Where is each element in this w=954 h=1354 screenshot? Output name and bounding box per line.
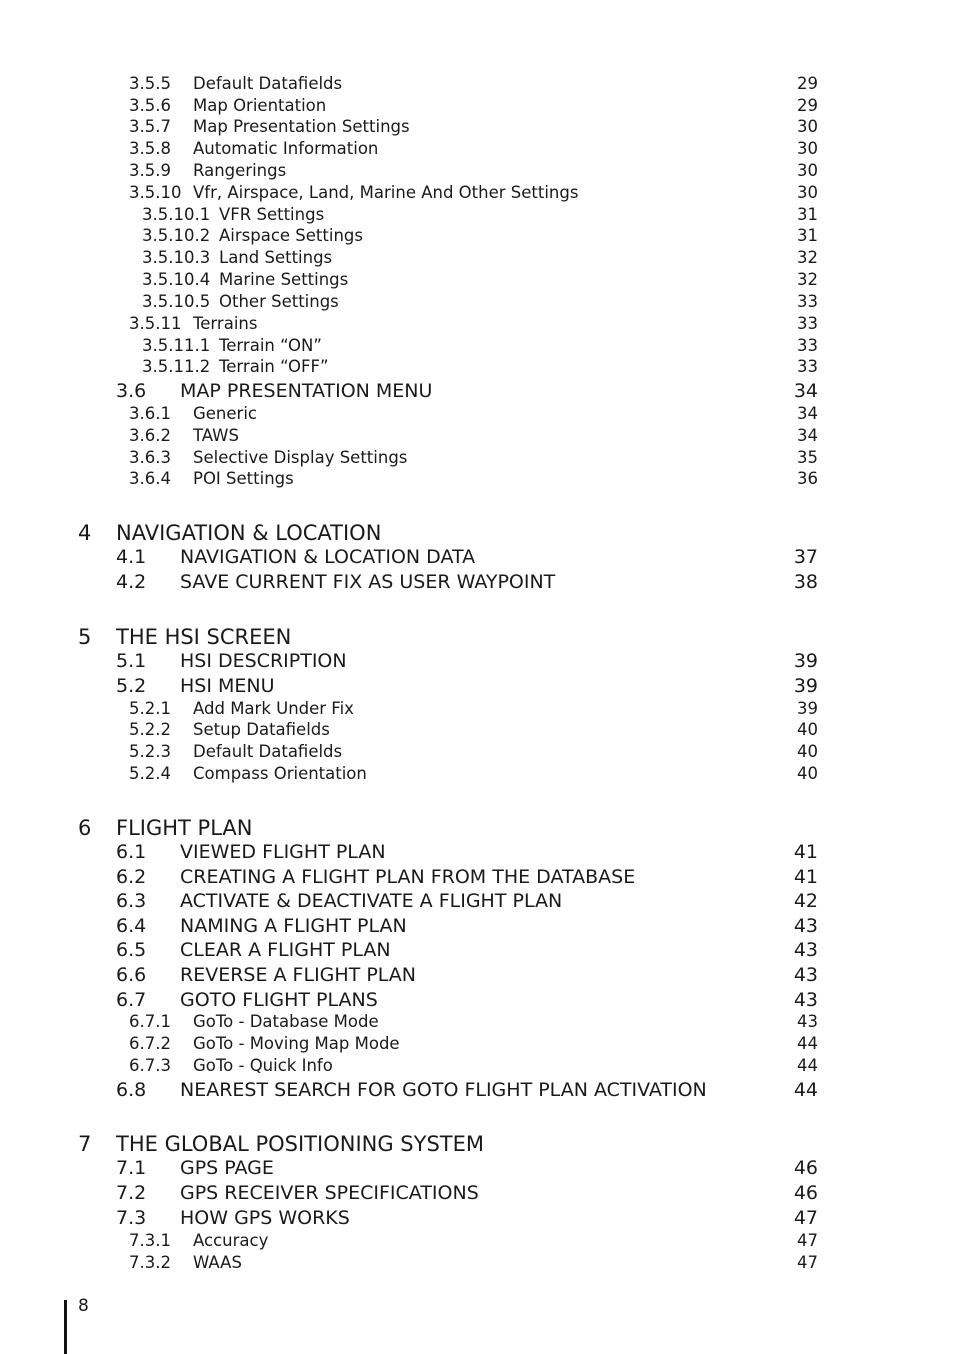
toc-entry-page: 34	[797, 404, 818, 423]
toc-entry-number: 3.6.1	[129, 404, 171, 423]
toc-entry-page: 40	[797, 764, 818, 783]
toc-entry-page: 43	[797, 1012, 818, 1031]
toc-entry-number: 7.3.2	[129, 1253, 171, 1272]
toc-entry-page: 43	[793, 939, 818, 961]
toc-entry-title: Terrain “OFF”	[219, 357, 329, 376]
toc-entry-number: 3.6	[116, 380, 147, 402]
toc-entry-page: 33	[797, 314, 818, 333]
toc-entry-number: 7.1	[116, 1157, 147, 1179]
toc-entry-page: 43	[793, 964, 818, 986]
toc-entry-number: 6.3	[116, 890, 147, 912]
toc-entry-page: 40	[797, 742, 818, 761]
toc-entry-number: 3.6.3	[129, 448, 171, 467]
toc-entry-page: 36	[797, 469, 818, 488]
toc-entry-title: GOTO FLIGHT PLANS	[180, 989, 378, 1011]
toc-entry-title: VIEWED FLIGHT PLAN	[180, 841, 386, 863]
toc-entry-page: 30	[797, 183, 818, 202]
toc-entry-title: Terrains	[193, 314, 258, 333]
toc-entry-title: ACTIVATE & DEACTIVATE A FLIGHT PLAN	[180, 890, 563, 912]
toc-entry-title: NAVIGATION & LOCATION DATA	[180, 546, 476, 568]
toc-entry-page: 31	[797, 205, 818, 224]
toc-entry-number: 5.1	[116, 650, 147, 672]
toc-entry-page: 41	[793, 866, 818, 888]
toc-entry-title: SAVE CURRENT FIX AS USER WAYPOINT	[180, 571, 556, 593]
toc-entry-number: 7.2	[116, 1182, 147, 1204]
toc-entry-title: Add Mark Under Fix	[193, 699, 354, 718]
toc-entry-title: Generic	[193, 404, 257, 423]
toc-entry-page: 38	[793, 571, 818, 593]
toc-entry-number: 3.5.10	[129, 183, 182, 202]
toc-entry-number: 7.3.1	[129, 1231, 171, 1250]
toc-entry-number: 5.2.1	[129, 699, 171, 718]
toc-entry-title: THE HSI SCREEN	[116, 625, 292, 649]
toc-entry-number: 3.5.8	[129, 139, 171, 158]
toc-entry-number: 7.3	[116, 1207, 147, 1229]
toc-entry-title: Automatic Information	[193, 139, 379, 158]
toc-entry-title: Map Orientation	[193, 96, 327, 115]
toc-entry-page: 30	[797, 139, 818, 158]
toc-entry-number: 3.6.4	[129, 469, 171, 488]
toc-entry-number: 6	[78, 816, 92, 840]
toc-entry-number: 7	[78, 1132, 92, 1156]
toc-entry-number: 3.5.5	[129, 74, 171, 93]
toc-entry-page: 47	[793, 1207, 818, 1229]
toc-entry-title: Airspace Settings	[219, 226, 363, 245]
toc-entry-page: 35	[797, 448, 818, 467]
toc-entry-page: 34	[797, 426, 818, 445]
toc-entry-page: 33	[797, 357, 818, 376]
toc-entry-number: 4.1	[116, 546, 147, 568]
toc-entry-number: 5.2.2	[129, 720, 171, 739]
toc-entry-page: 30	[797, 161, 818, 180]
toc-entry-number: 3.5.10.1	[142, 205, 211, 224]
toc-entry-page: 46	[793, 1157, 818, 1179]
toc-entry-title: Marine Settings	[219, 270, 349, 289]
toc-entry-title: Terrain “ON”	[219, 336, 322, 355]
toc-entry-number: 3.5.10.5	[142, 292, 211, 311]
toc-entry-number: 6.4	[116, 915, 147, 937]
toc-entry-title: NAMING A FLIGHT PLAN	[180, 915, 407, 937]
toc-entry-title: FLIGHT PLAN	[116, 816, 253, 840]
toc-entry-page: 29	[797, 74, 818, 93]
toc-entry-title: Default Datafields	[193, 74, 343, 93]
toc-entry-title: Accuracy	[193, 1231, 269, 1250]
toc-entry-number: 6.7.2	[129, 1034, 171, 1053]
toc-entry-title: Default Datafields	[193, 742, 343, 761]
toc-entry-number: 6.7.1	[129, 1012, 171, 1031]
toc-entry-number: 6.5	[116, 939, 147, 961]
toc-entry-title: HSI DESCRIPTION	[180, 650, 347, 672]
toc-entry-title: Map Presentation Settings	[193, 117, 410, 136]
toc-entry-page: 46	[793, 1182, 818, 1204]
toc-entry-number: 5.2.3	[129, 742, 171, 761]
toc-entry-number: 5.2	[116, 675, 147, 697]
toc-entry-title: POI Settings	[193, 469, 294, 488]
toc-entry-page: 32	[797, 248, 818, 267]
toc-entry-title: GoTo - Quick Info	[193, 1056, 333, 1075]
toc-entry-title: TAWS	[193, 426, 239, 445]
toc-entry-title: GPS PAGE	[180, 1157, 274, 1179]
toc-entry-title: Other Settings	[219, 292, 339, 311]
toc-entry-title: Setup Datafields	[193, 720, 330, 739]
toc-entry-page: 44	[797, 1056, 818, 1075]
toc-entry-title: WAAS	[193, 1253, 242, 1272]
toc-entry-page: 29	[797, 96, 818, 115]
toc-entry-title: HOW GPS WORKS	[180, 1207, 350, 1229]
toc-entry-title: Rangerings	[193, 161, 287, 180]
toc-entry-number: 3.5.10.2	[142, 226, 211, 245]
toc-entry-title: Vfr, Airspace, Land, Marine And Other Settings	[193, 183, 579, 202]
toc-entry-title: CLEAR A FLIGHT PLAN	[180, 939, 391, 961]
footer-rule	[64, 1300, 67, 1354]
toc-entry-page: 47	[797, 1231, 818, 1250]
toc-entry-title: Compass Orientation	[193, 764, 367, 783]
toc-entry-title: THE GLOBAL POSITIONING SYSTEM	[116, 1132, 484, 1156]
toc-entry-page: 30	[797, 117, 818, 136]
toc-entry-number: 3.5.9	[129, 161, 171, 180]
toc-entry-page: 43	[793, 989, 818, 1011]
toc-entry-title: Land Settings	[219, 248, 333, 267]
toc-entry-page: 32	[797, 270, 818, 289]
toc-entry-title: GPS RECEIVER SPECIFICATIONS	[180, 1182, 479, 1204]
toc-entry-title: HSI MENU	[180, 675, 275, 697]
toc-entry-number: 3.5.10.4	[142, 270, 211, 289]
page-number: 8	[78, 1296, 89, 1316]
toc-entry-page: 44	[793, 1079, 818, 1101]
toc-entry-number: 5.2.4	[129, 764, 171, 783]
toc-entry-number: 3.5.6	[129, 96, 171, 115]
toc-entry-page: 34	[793, 380, 818, 402]
toc-entry-number: 6.6	[116, 964, 147, 986]
toc-entry-number: 6.7.3	[129, 1056, 171, 1075]
toc-entry-title: GoTo - Moving Map Mode	[193, 1034, 400, 1053]
toc-entry-page: 43	[793, 915, 818, 937]
toc-entry-title: REVERSE A FLIGHT PLAN	[180, 964, 417, 986]
toc-entry-number: 6.8	[116, 1079, 147, 1101]
toc-entry-page: 31	[797, 226, 818, 245]
toc-entry-page: 41	[793, 841, 818, 863]
toc-entry-title: NAVIGATION & LOCATION	[116, 521, 382, 545]
toc-entry-page: 33	[797, 292, 818, 311]
toc-entry-page: 40	[797, 720, 818, 739]
toc-entry-title: NEAREST SEARCH FOR GOTO FLIGHT PLAN ACTIVATION	[180, 1079, 707, 1101]
toc-entry-title: MAP PRESENTATION MENU	[180, 380, 433, 402]
toc-entry-title: VFR Settings	[219, 205, 325, 224]
toc-entry-number: 5	[78, 625, 92, 649]
toc-entry-title: Selective Display Settings	[193, 448, 408, 467]
toc-entry-number: 3.5.11.2	[142, 357, 211, 376]
toc-entry-number: 6.2	[116, 866, 147, 888]
toc-entry-page: 47	[797, 1253, 818, 1272]
toc-entry-page: 39	[793, 650, 818, 672]
toc-entry-number: 4.2	[116, 571, 147, 593]
toc-entry-title: GoTo - Database Mode	[193, 1012, 379, 1031]
toc-entry-page: 44	[797, 1034, 818, 1053]
toc-entry-page: 39	[797, 699, 818, 718]
toc-entry-page: 37	[793, 546, 818, 568]
toc-entry-number: 3.5.7	[129, 117, 171, 136]
toc-entry-number: 3.5.10.3	[142, 248, 211, 267]
toc-entry-page: 42	[793, 890, 818, 912]
toc-entry-number: 6.7	[116, 989, 147, 1011]
toc-entry-title: CREATING A FLIGHT PLAN FROM THE DATABASE	[180, 866, 636, 888]
toc-entry-number: 3.6.2	[129, 426, 171, 445]
toc-entry-number: 3.5.11	[129, 314, 182, 333]
toc-entry-number: 6.1	[116, 841, 147, 863]
toc-entry-page: 33	[797, 336, 818, 355]
toc-entry-number: 4	[78, 521, 92, 545]
toc-entry-number: 3.5.11.1	[142, 336, 211, 355]
toc-entry-page: 39	[793, 675, 818, 697]
